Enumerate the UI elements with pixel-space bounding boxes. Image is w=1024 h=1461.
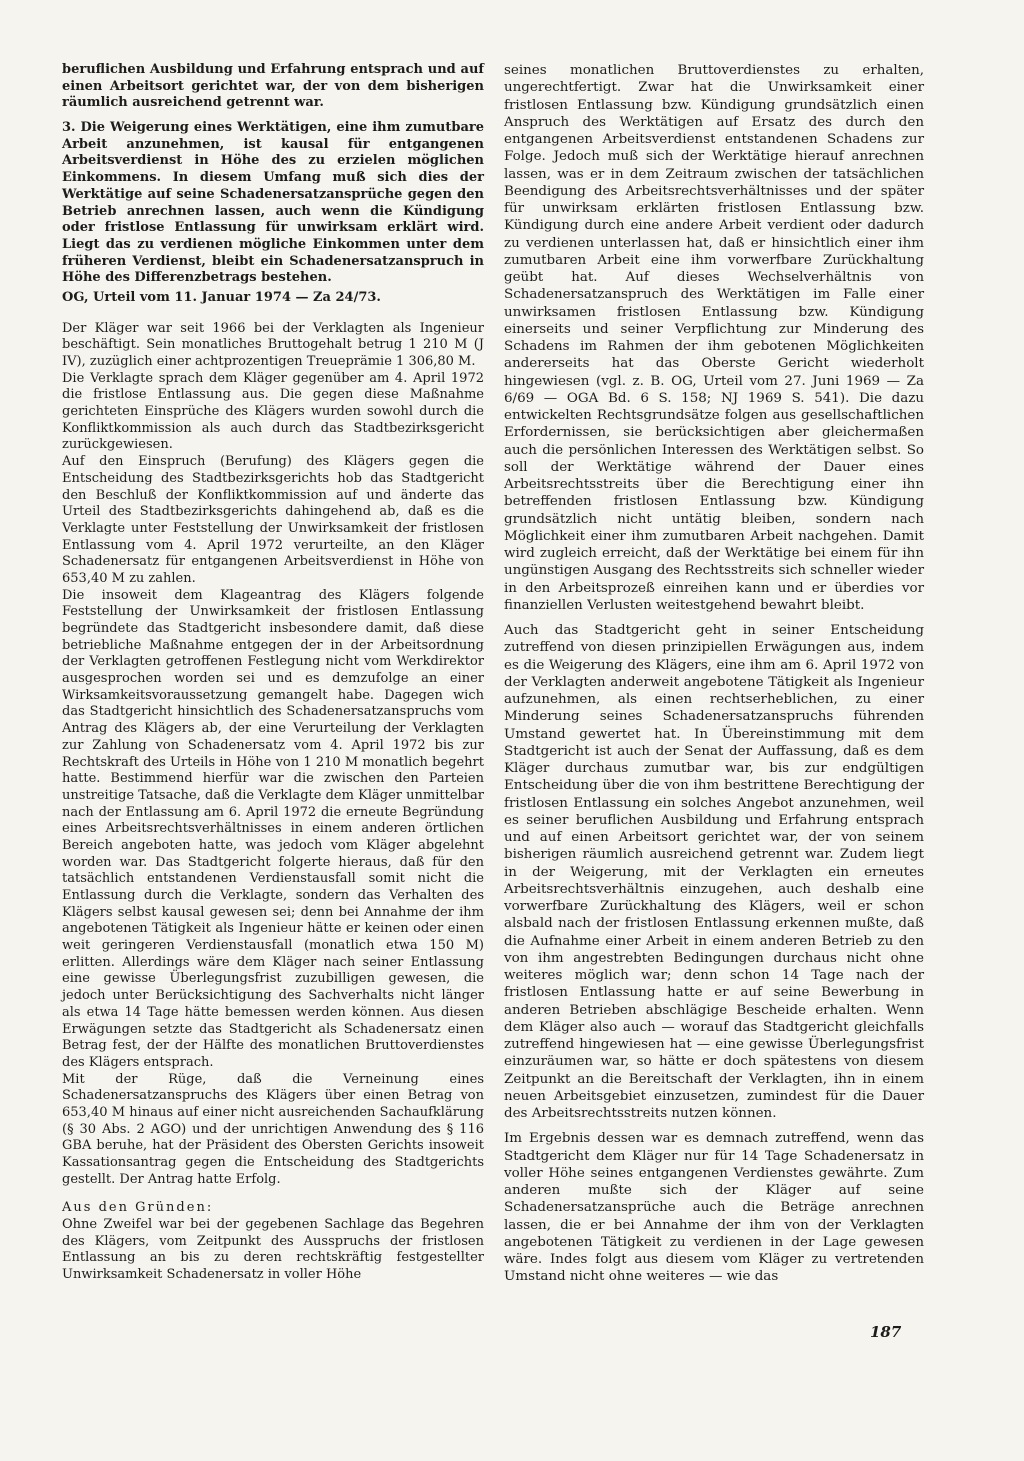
paragraph: Die insoweit dem Klageantrag des Klägers folgende Feststellung der Unwirksamkeit der fristlosen Entlassung begründete das Stadtgericht insbesondere damit, daß diese betriebliche Maßnahme entgegen der in der Arbeitsordnung der Verklagten getroffenen Festlegung nicht vom Werkdirektor ausgesprochen worden sei und es demzufolge an einer Wirksamkeitsvoraussetzung gemangelt habe. Dagegen wich das Stadtgericht hinsichtlich des Schadenersatzanspruchs vom Antrag des Klägers ab, der eine Verurteilung der Verklagten zur Zahlung von Schadenersatz vom 4. April 1972 bis zur Rechtskraft des Urteils in Höhe von 1 210 M monatlich begehrt hatte. Bestimmend hierfür war die zwischen den Parteien unstreitige Tatsache, daß die Verklagte dem Kläger unmittelbar nach der Entlassung am 6. April 1972 die erneute Begründung eines Arbeitsrechtsverhältnisses in einem anderen örtlichen Bereich angeboten hatte, was jedoch vom Kläger abgelehnt worden war. Das Stadtgericht folgerte hieraus, daß für den tatsächlich entstandenen Verdienstausfall somit nicht die Entlassung durch die Verklagte, sondern das Verhalten des Klägers selbst kausal gewesen sei; denn bei Annahme der ihm angebotenen Tätigkeit als Ingenieur hätte er keinen oder einen weit geringeren Verdienstausfall (monatlich etwa 150 M) erlitten. Allerdings wäre dem Kläger nach seiner Entlassung eine gewisse Überlegungsfrist zuzubilligen gewesen, die jedoch unter Berücksichtigung des Sachverhalts nicht länger als etwa 14 Tage hätte bemessen werden können. Aus diesen Erwägungen setzte das Stadtgericht als Schadenersatz einen Betrag fest, der der Hälfte des monatlichen Bruttoverdienstes des Klägers entsprach. xyxy=(62,587,484,1070)
court-citation: OG, Urteil vom 11. Januar 1974 — Za 24/73. xyxy=(62,289,381,305)
thesis-3: 3. Die Weigerung eines Werktätigen, eine ihm zumutbare Arbeit anzunehmen, ist kausal für entgangenen Arbeitsverdienst in Höhe des zu erzielen möglichen Einkommens. In diesem Umfang muß sich dies der Werktätige auf seine Schadenersatzansprüche gegen den Betrieb anrechnen lassen, auch wenn die Kündigung oder fristlose Entlassung für unwirksam erklärt wird. Liegt das zu verdienen mögliche Einkommen unter dem früheren Verdienst, bleibt ein Schadenersatzanspruch in Höhe des Differenzbetrags bestehen. xyxy=(62,120,484,286)
lead-bold-text: beruflichen Ausbildung und Erfahrung entsprach und auf einen Arbeitsort gerichtet war, der von dem bisherigen räumlich ausreichend getrennt war. xyxy=(62,62,484,111)
left-column xyxy=(62,62,484,1284)
paragraph: Im Ergebnis dessen war es demnach zutreffend, wenn das Stadtgericht dem Kläger nur für 14 Tage Schadenersatz in voller Höhe seines entgangenen Verdienstes gewährte. Zum anderen mußte sich der Kläger auf seine Schadenersatzansprüche auch die Beträge anrechnen lassen, die er bei Annahme der ihm von der Verklagten angebotenen Tätigkeit zu verdienen in der Lage gewesen wäre. Indes folgt aus diesem vom Kläger zu vertretenden Umstand nicht ohne weiteres — wie das xyxy=(504,1131,924,1285)
section-heading: Aus den Gründen: xyxy=(62,1200,214,1216)
paragraph: Auf den Einspruch (Berufung) des Klägers gegen die Entscheidung des Stadtbezirksgerichts hob das Stadtgericht den Beschluß der Konfliktkommission auf und änderte das Urteil des Stadtbezirksgerichts dahingehend ab, daß es die Verklagte unter Feststellung der Unwirksamkeit der fristlosen Entlassung vom 4. April 1972 verurteilte, an den Kläger Schadenersatz für entgangenen Arbeitsverdienst in Höhe von 653,40 M zu zahlen. xyxy=(62,454,484,586)
paragraph: Ohne Zweifel war bei der gegebenen Sachlage das Begehren des Klägers, vom Zeitpunkt des Ausspruchs der fristlosen Entlassung an bis zu deren rechtskräftig festgestellter Unwirksamkeit Schadenersatz in voller Höhe xyxy=(62,1217,484,1283)
paragraph: Mit der Rüge, daß die Verneinung eines Schadenersatzanspruchs des Klägers über einen Betrag von 653,40 M hinaus auf einer nicht ausreichenden Sachaufklärung (§ 30 Abs. 2 AGO) und der unrichtigen Anwendung des § 116 GBA beruhe, hat der Präsident des Obersten Gerichts insoweit Kassationsantrag gegen die Entscheidung des Stadtgerichts gestellt. Der Antrag hatte Erfolg. xyxy=(62,1071,484,1187)
paragraph: seines monatlichen Bruttoverdienstes zu erhalten, ungerechtfertigt. Zwar hat die Unwirksamkeit einer fristlosen Entlassung bzw. Kündigung grundsätzlich einen Anspruch des Werktätigen auf Ersatz des durch den entgangenen Arbeitsverdienst entstandenen Schadens zur Folge. Jedoch muß sich der Werktätige hierauf anrechnen lassen, was er in dem Zeitraum zwischen der tatsächlichen Beendigung des Arbeitsrechtsverhältnisses und der später für unwirksam erklärten fristlosen Entlassung bzw. Kündigung durch eine andere Arbeit verdient oder dadurch zu verdienen unterlassen hat, daß er hinsichtlich einer ihm zumutbaren Arbeit eine ihm vorwerfbare Zurückhaltung geübt hat. Auf dieses Wechselverhältnis von Schadenersatzanspruch des Werktätigen im Falle einer unwirksamen fristlosen Entlassung bzw. Kündigung einerseits und seiner Verpflichtung zur Minderung des Schadens im Rahmen der ihm gebotenen Möglichkeiten andererseits hat das Oberste Gericht wiederholt hingewiesen (vgl. z. B. OG, Urteil vom 27. Juni 1969 — Za 6/69 — OGA Bd. 6 S. 158; NJ 1969 S. 541). Die dazu entwickelten Rechtsgrundsätze folgen aus gesellschaftlichen Erfordernissen, sie berücksichtigen aber gleichermaßen auch die persönlichen Interessen des Werktätigen selbst. So soll der Werktätige während der Dauer eines Arbeitsrechtsstreits über die Berechtigung einer ihn betreffenden fristlosen Entlassung bzw. Kündigung grundsätzlich nicht untätig bleiben, sondern nach Möglichkeit einer ihm zumutbaren Arbeit nachgehen. Damit wird zugleich erreicht, daß der Werktätige bei einem für ihn ungünstigen Ausgang des Rechtsstreits sich schneller wieder in den Arbeitsprozeß einreihen kann und er überdies vor finanziellen Verlusten weitestgehend bewahrt bleibt. xyxy=(504,63,924,613)
paragraph: Der Kläger war seit 1966 bei der Verklagten als Ingenieur beschäftigt. Sein monatliches Bruttogehalt betrug 1 210 M (J IV), zuzüglich einer achtprozentigen Treueprämie 1 306,80 M. xyxy=(62,320,484,369)
paragraph: Die Verklagte sprach dem Kläger gegenüber am 4. April 1972 die fristlose Entlassung aus. Die gegen diese Maßnahme gerichteten Einsprüche des Klägers wurden sowohl durch die Konfliktkommission als auch durch das Stadtbezirksgericht zurückgewiesen. xyxy=(62,370,484,453)
paragraph: Auch das Stadtgericht geht in seiner Entscheidung zutreffend von diesen prinzipiellen Erwägungen aus, indem es die Weigerung des Klägers, eine ihm am 6. April 1972 von der Verklagten anderweit angebotene Tätigkeit als Ingenieur aufzunehmen, als einen rechtserheblichen, zu einer Minderung seines Schadenersatzanspruchs führenden Umstand gewertet hat. In Übereinstimmung mit dem Stadtgericht ist auch der Senat der Auffassung, daß es dem Kläger durchaus zumutbar war, bis zur endgültigen Entscheidung über die von ihm bestrittene Berechtigung der fristlosen Entlassung ein solches Angebot anzunehmen, weil es seiner beruflichen Ausbildung und Erfahrung entsprach und auf einen Arbeitsort gerichtet war, der von seinem bisherigen räumlich ausreichend getrennt war. Zudem liegt in der Weigerung, mit der Verklagten ein erneutes Arbeitsrechtsverhältnis einzugehen, auch deshalb eine vorwerfbare Zurückhaltung des Klägers, weil er schon alsbald nach der fristlosen Entlassung erkennen mußte, daß die Aufnahme einer Arbeit in einem anderen Betrieb zu den von ihm angestrebten Bedingungen durchaus nicht ohne weiteres möglich war; denn schon 14 Tage nach der fristlosen Entlassung hatte er auf seine Bewerbung in anderen Betrieben abschlägige Bescheide erhalten. Wenn dem Kläger also auch — worauf das Stadtgericht gleichfalls zutreffend hingewiesen hat — eine gewisse Überlegungsfrist einzuräumen war, so hätte er doch spätestens von diesem Zeitpunkt an die Bereitschaft der Verklagten, ihn in einem neuen Arbeitsgebiet einzusetzen, zumindest für die Dauer des Arbeitsrechtsstreits nutzen können. xyxy=(504,623,924,1121)
page-number: 187 xyxy=(870,1323,902,1341)
right-column xyxy=(504,62,924,1286)
